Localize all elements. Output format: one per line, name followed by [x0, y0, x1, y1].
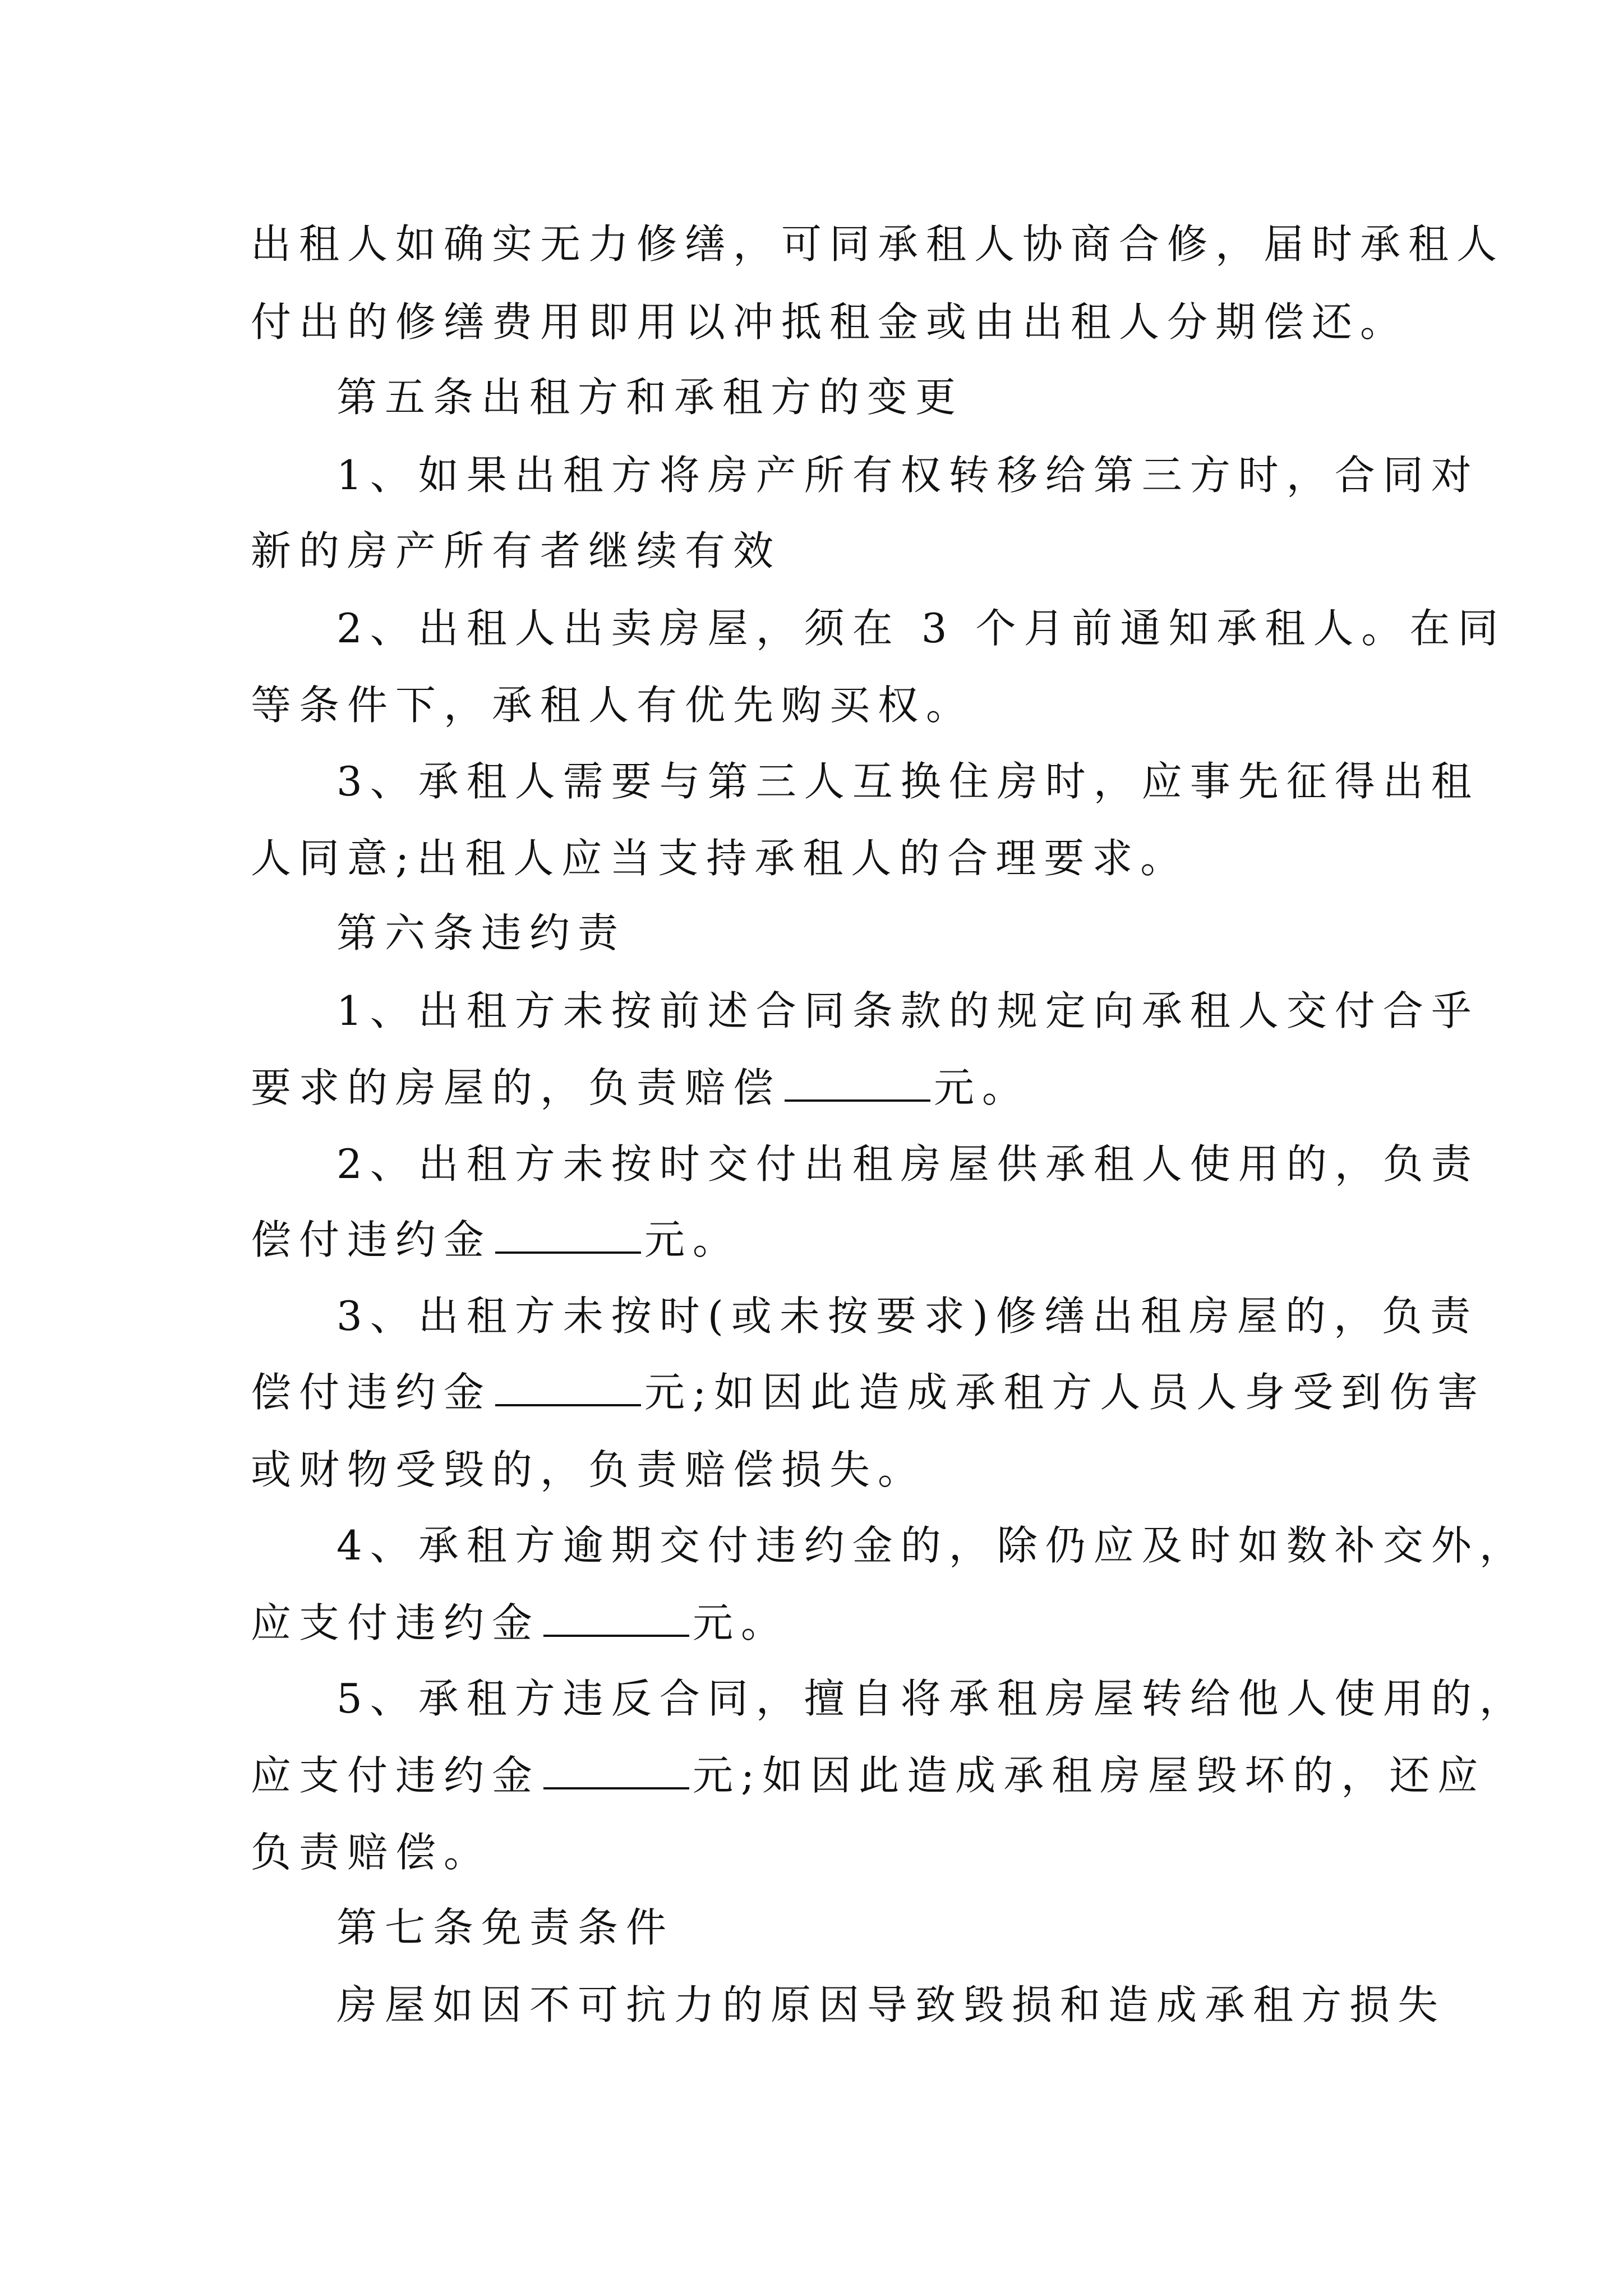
paragraph-line	[251, 1212, 741, 1268]
line-text: 要求的房屋的，负责赔偿	[251, 1064, 782, 1111]
paragraph-line: 或财物受毁的，负责赔偿损失。	[251, 1446, 926, 1493]
line-text: 偿付违约金	[251, 1369, 492, 1416]
clause-5-3: 3、承租人需要与第三人互换住房时，应事先征得出租	[336, 758, 1479, 805]
clause-5-1: 1、如果出租方将房产所有权转移给第三方时，合同对	[336, 452, 1479, 499]
line-text: 偿付违约金	[251, 1216, 492, 1263]
paragraph-line: 出租人如确实无力修缮，可同承租人协商合修，届时承租人	[251, 220, 1505, 268]
amount-blank	[543, 1752, 689, 1789]
clause-6-1: 1、出租方未按前述合同条款的规定向承租人交付合乎	[336, 987, 1479, 1034]
paragraph-line: 新的房产所有者继续有效	[251, 527, 782, 574]
line-text: 元。	[644, 1216, 741, 1263]
section-heading-6: 第六条违约责	[336, 909, 626, 956]
clause-6-5: 5、承租方违反合同，擅自将承租房屋转给他人使用的，	[336, 1675, 1528, 1722]
section-heading-5: 第五条出租方和承租方的变更	[336, 374, 964, 421]
amount-blank	[785, 1065, 930, 1102]
paragraph-line: 等条件下，承租人有优先购买权。	[251, 682, 975, 729]
line-text: 元。	[693, 1599, 790, 1646]
clause-5-2: 2、出租人出卖房屋，须在 3 个月前通知承租人。在同	[336, 605, 1506, 652]
amount-blank	[495, 1217, 641, 1254]
clause-6-3: 3、出租方未按时(或未按要求)修缮出租房屋的，负责	[336, 1292, 1478, 1340]
paragraph-line: 房屋如因不可抗力的原因导致毁损和造成承租方损失	[336, 1981, 1446, 2028]
paragraph-line	[251, 1364, 1486, 1420]
clause-6-2: 2、出租方未按时交付出租房屋供承租人使用的，负责	[336, 1140, 1479, 1188]
line-text: 元。	[934, 1064, 1031, 1111]
paragraph-line: 负责赔偿。	[251, 1829, 492, 1876]
paragraph-line	[251, 1060, 1030, 1116]
line-text: 应支付违约金	[251, 1599, 541, 1646]
amount-blank	[495, 1369, 641, 1406]
line-text: 应支付违约金	[251, 1752, 541, 1799]
line-text: 元;如因此造成承租房屋毁坏的，还应	[693, 1752, 1486, 1799]
clause-6-4: 4、承租方逾期交付违约金的，除仍应及时如数补交外，	[336, 1522, 1528, 1569]
line-text: 元;如因此造成承租方人员人身受到伤害	[644, 1369, 1486, 1416]
section-heading-7: 第七条免责条件	[336, 1904, 675, 1951]
paragraph-line: 付出的修缮费用即用以冲抵租金或由出租人分期偿还。	[251, 298, 1409, 346]
paragraph-line	[251, 1595, 789, 1651]
paragraph-line	[251, 1747, 1486, 1803]
amount-blank	[543, 1600, 689, 1637]
paragraph-line: 人同意;出租人应当支持承租人的合理要求。	[251, 835, 1189, 882]
